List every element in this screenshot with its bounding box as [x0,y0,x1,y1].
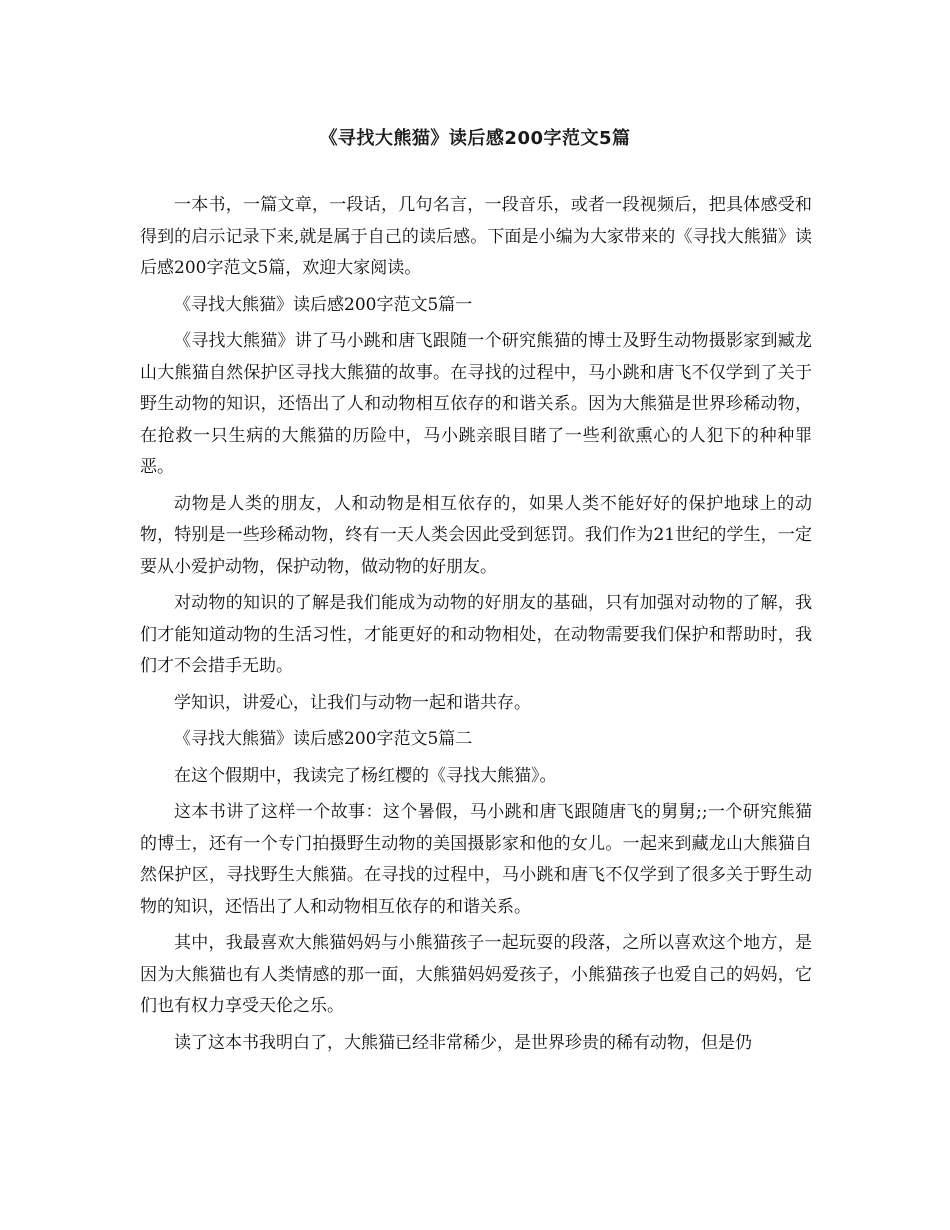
document-body [140,190,812,1064]
paragraph: 在这个假期中，我读完了杨红樱的《寻找大熊猫》。 [174,765,557,786]
section-heading-1: 《寻找大熊猫》读后感200字范文5篇一 [174,294,473,315]
paragraph: 动物是人类的朋友，人和动物是相互依存的，如果人类不能好好的保护地球上的动物，特别是一些珍稀动物，终有一天人类会因此受到惩罚。我们作为21世纪的学生，一定要从小爱护动物，保护动物，做动物的好朋友。 [140,493,812,577]
paragraph: 读了这本书我明白了，大熊猫已经非常稀少，是世界珍贵的稀有动物，但是仍 [174,1032,752,1053]
paragraph: 其中，我最喜欢大熊猫妈妈与小熊猫孩子一起玩耍的段落，之所以喜欢这个地方，是因为大熊猫也有人类情感的那一面，大熊猫妈妈爱孩子，小熊猫孩子也爱自己的妈妈，它们也有权力享受天伦之乐。 [140,933,812,1016]
section-heading-2: 《寻找大熊猫》读后感200字范文5篇二 [174,729,473,749]
paragraph: 学知识，讲爱心，让我们与动物一起和谐共存。 [174,692,531,713]
paragraph: 《寻找大熊猫》讲了马小跳和唐飞跟随一个研究熊猫的博士及野生动物摄影家到臧龙山大熊猫自然保护区寻找大熊猫的故事。在寻找的过程中，马小跳和唐飞不仅学到了关于野生动物的知识，还悟出了人和动物相互依存的和谐关系。因为大熊猫是世界珍稀动物，在抢救一只生病的大熊猫的历险中，马小跳亲眼目睹了一些利欲熏心的人犯下的种种罪恶。 [140,331,812,477]
paragraph: 这本书讲了这样一个故事：这个暑假，马小跳和唐飞跟随唐飞的舅舅;;一个研究熊猫的博士，还有一个专门拍摄野生动物的美国摄影家和他的女儿。一起来到藏龙山大熊猫自然保护区，寻找野生大熊猫。在寻找的过程中，马小跳和唐飞不仅学到了很多关于野生动物的知识，还悟出了人和动物相互依存的和谐关系。 [140,802,812,917]
paragraph: 对动物的知识的了解是我们能成为动物的好朋友的基础，只有加强对动物的了解，我们才能知道动物的生活习性，才能更好的和动物相处，在动物需要我们保护和帮助时，我们才不会措手无助。 [140,593,812,676]
paragraph-intro: 一本书，一篇文章，一段话，几句名言，一段音乐，或者一段视频后，把具体感受和得到的启示记录下来,就是属于自己的读后感。下面是小编为大家带来的《寻找大熊猫》读后感200字范文5篇，欢迎大家阅读。 [140,195,812,278]
document-title: 《寻找大熊猫》读后感200字范文5篇 [319,128,631,149]
